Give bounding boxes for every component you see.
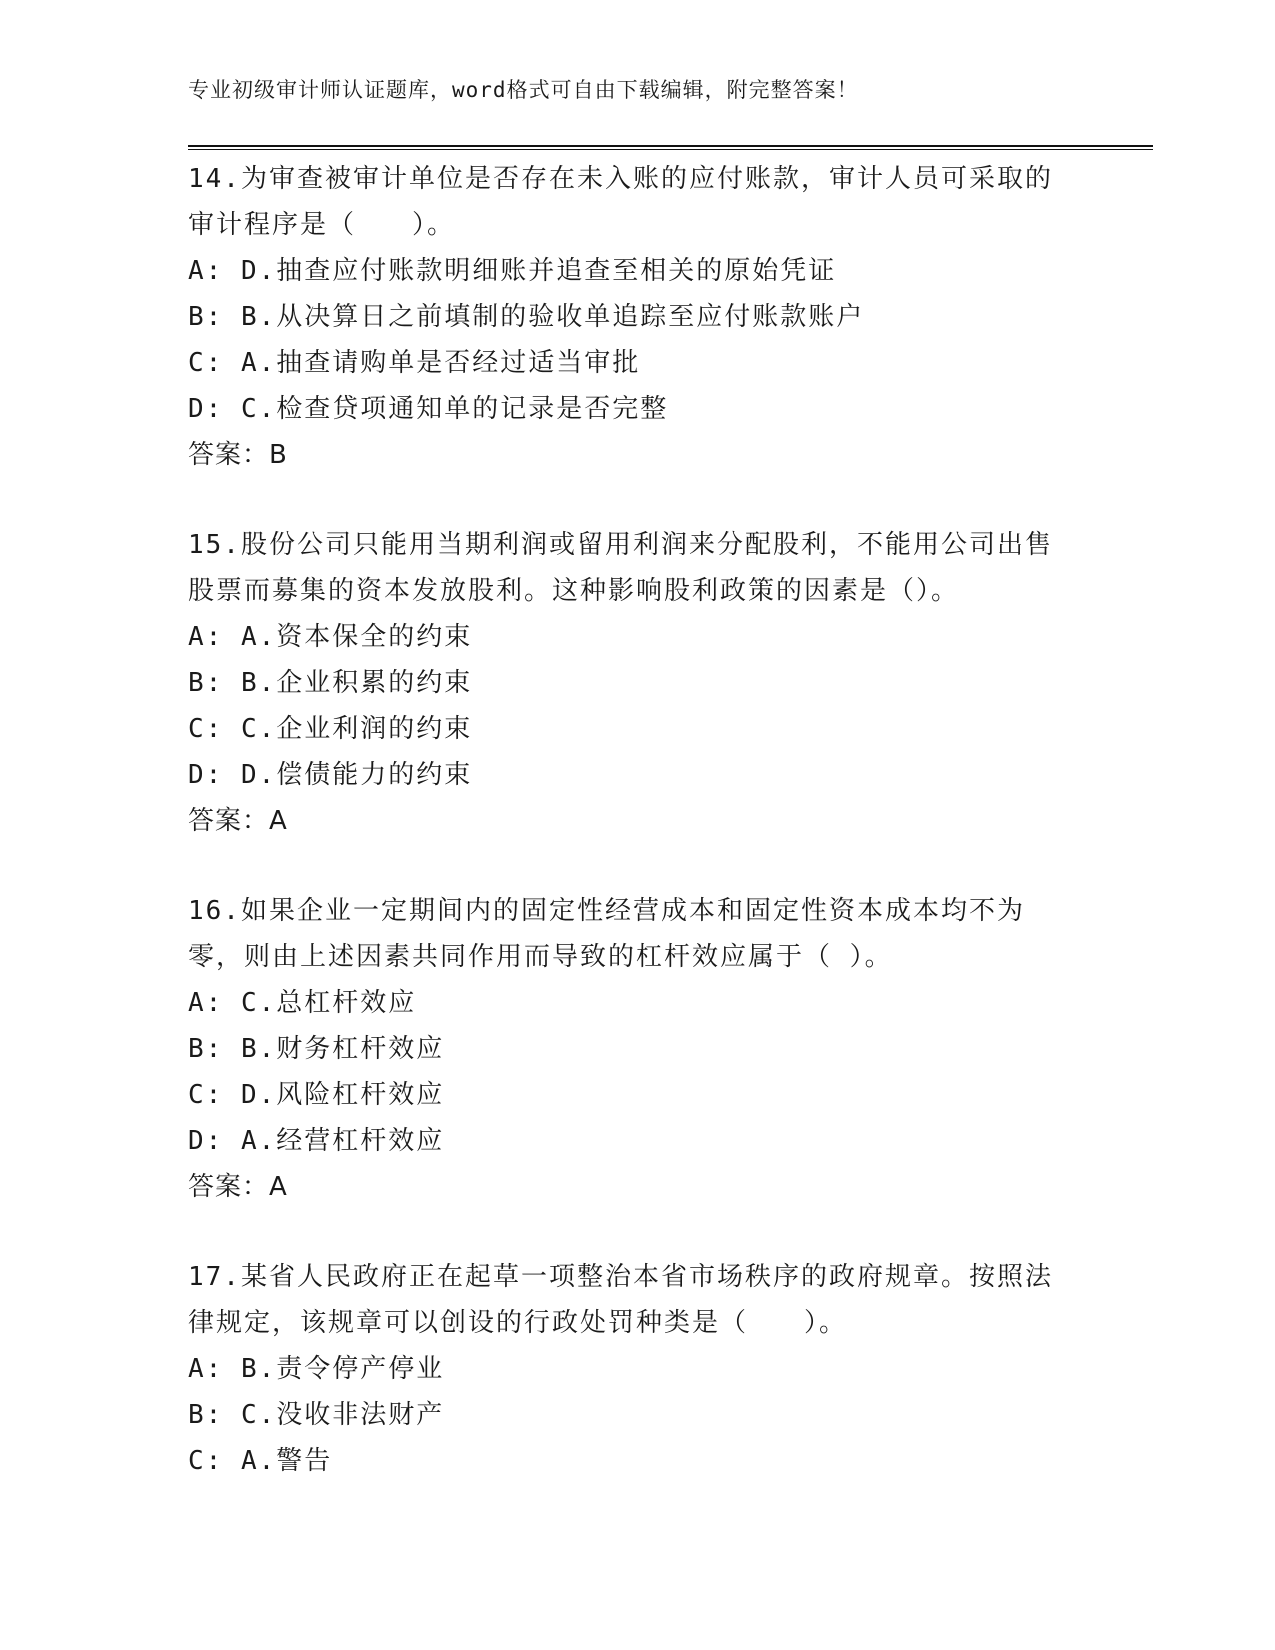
question-15 bbox=[188, 522, 1088, 844]
question-stem: 15.股份公司只能用当期利润或留用利润来分配股利，不能用公司出售股票而募集的资本发放股利。这种影响股利政策的因素是（）。 bbox=[188, 530, 1053, 606]
question-stem: 14.为审查被审计单位是否存在未入账的应付账款，审计人员可采取的审计程序是（ ）。 bbox=[188, 164, 1053, 240]
option-c: C: A.抽查请购单是否经过适当审批 bbox=[188, 348, 641, 378]
option-a: A: C.总杠杆效应 bbox=[188, 988, 417, 1018]
option-d: D: D.偿债能力的约束 bbox=[188, 760, 473, 790]
answer-line: 答案：A bbox=[188, 806, 288, 836]
option-c: C: C.企业利润的约束 bbox=[188, 714, 473, 744]
option-b: B: C.没收非法财产 bbox=[188, 1400, 445, 1430]
option-c: C: A.警告 bbox=[188, 1446, 333, 1476]
option-a: A: A.资本保全的约束 bbox=[188, 622, 473, 652]
option-b: B: B.财务杠杆效应 bbox=[188, 1034, 445, 1064]
question-14 bbox=[188, 156, 1088, 478]
answer-line: 答案：A bbox=[188, 1172, 288, 1202]
option-a: A: B.责令停产停业 bbox=[188, 1354, 445, 1384]
option-c: C: D.风险杠杆效应 bbox=[188, 1080, 445, 1110]
answer-line: 答案：B bbox=[188, 440, 288, 470]
header-divider bbox=[188, 145, 1153, 150]
option-b: B: B.企业积累的约束 bbox=[188, 668, 473, 698]
option-b: B: B.从决算日之前填制的验收单追踪至应付账款账户 bbox=[188, 302, 865, 332]
question-stem: 16.如果企业一定期间内的固定性经营成本和固定性资本成本均不为零，则由上述因素共同作用而导致的杠杆效应属于（ ）。 bbox=[188, 896, 1025, 972]
option-d: D: C.检查贷项通知单的记录是否完整 bbox=[188, 394, 669, 424]
question-stem: 17.某省人民政府正在起草一项整治本省市场秩序的政府规章。按照法律规定，该规章可以创设的行政处罚种类是（ ）。 bbox=[188, 1262, 1053, 1338]
option-a: A: D.抽查应付账款明细账并追查至相关的原始凭证 bbox=[188, 256, 837, 286]
question-17 bbox=[188, 1254, 1088, 1484]
question-16 bbox=[188, 888, 1088, 1210]
page-header: 专业初级审计师认证题库，word格式可自由下载编辑，附完整答案！ bbox=[188, 78, 859, 102]
question-list bbox=[188, 156, 1088, 1528]
option-d: D: A.经营杠杆效应 bbox=[188, 1126, 445, 1156]
